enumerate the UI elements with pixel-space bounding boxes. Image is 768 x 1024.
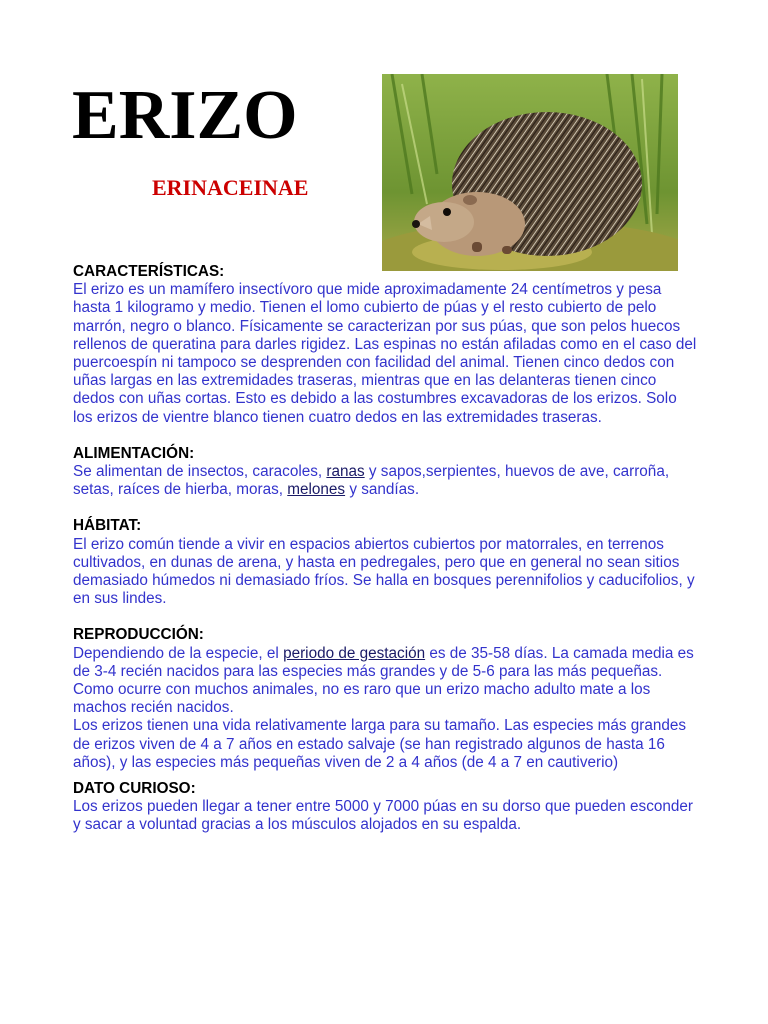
section-heading-habitat: HÁBITAT: (73, 517, 142, 535)
alimentacion-text-c: y sandías. (345, 481, 420, 499)
link-melones[interactable]: melones (287, 481, 346, 499)
alimentacion-text-a: Se alimentan de insectos, caracoles, (73, 463, 327, 481)
scientific-name: ERINACEINAE (152, 175, 309, 200)
section-heading-alimentacion: ALIMENTACIÓN: (73, 444, 195, 462)
section-text-habitat: El erizo común tiende a vivir en espacios abiertos cubiertos por matorrales, en terrenos cultivados, en dunas de arena, y hasta en pedregales, pero que en general no sean sitios demasiado húmedos ni demasiado fríos. Se halla en bosques perennifolios y caducifolios, y en sus lindes. (73, 535, 695, 608)
section-text-reproduccion (73, 645, 698, 718)
link-periodo-de-gestacion[interactable]: periodo de gestación (283, 644, 426, 662)
page-title: ERIZO (72, 77, 298, 154)
hedgehog-illustration (382, 74, 678, 271)
link-ranas[interactable]: ranas (326, 463, 365, 481)
section-heading-reproduccion: REPRODUCCIÓN: (73, 626, 204, 644)
reproduccion-text-b: es de 35-58 días. La camada media es de 3-4 recién nacidos para las especies más grandes y de 5-6 para las más pequeñas. Como ocurre con muchos animales, no es raro que un erizo macho adulto mate a los machos recién nacidos. (73, 644, 694, 717)
section-text-caracteristicas: El erizo es un mamífero insectívoro que mide aproximadamente 24 centímetros y pesa hasta 1 kilogramo y medio. Tienen el lomo cubierto de púas y el resto cubierto de pelo marrón, negro o blanco. Físicamente se caracterizan por sus púas, que son pelos huecos rellenos de queratina para darles rigidez. Las espinas no están afiladas como en el caso del puercoespín ni tampoco se desprenden con facilidad del animal. Tienen cinco dedos con uñas largas en las extremidades traseras, mientras que en las delanteras tienen cinco dedos con uñas cortas. Esto es debido a las costumbres excavadoras de los erizos. Solo los erizos de vientre blanco tienen cuatro dedos en las extremidades traseras. (73, 281, 697, 426)
alimentacion-text-b: y sapos,serpientes, huevos de ave, carroña, setas, raíces de hierba, moras, (73, 463, 670, 499)
section-heading-caracteristicas: CARACTERÍSTICAS: (73, 263, 225, 280)
section-heading-dato-curioso: DATO CURIOSO: (73, 780, 196, 798)
section-text-reproduccion-2: Los erizos tienen una vida relativamente larga para su tamaño. Las especies más grandes de erizos viven de 4 a 7 años en estado salvaje (se han registrado algunos de hasta 16 años), y las especies más pequeñas viven de 2 a 4 años (de 4 a 7 en cautiverio) (73, 717, 687, 771)
document-body (73, 263, 698, 835)
section-text-alimentacion (73, 463, 698, 499)
section-text-dato-curioso: Los erizos pueden llegar a tener entre 5000 y 7000 púas en su dorso que pueden esconder y sacar a voluntad gracias a los músculos alojados en su espalda. (73, 798, 693, 834)
hedgehog-photo (382, 74, 678, 271)
reproduccion-text-a: Dependiendo de la especie, el (73, 644, 284, 662)
